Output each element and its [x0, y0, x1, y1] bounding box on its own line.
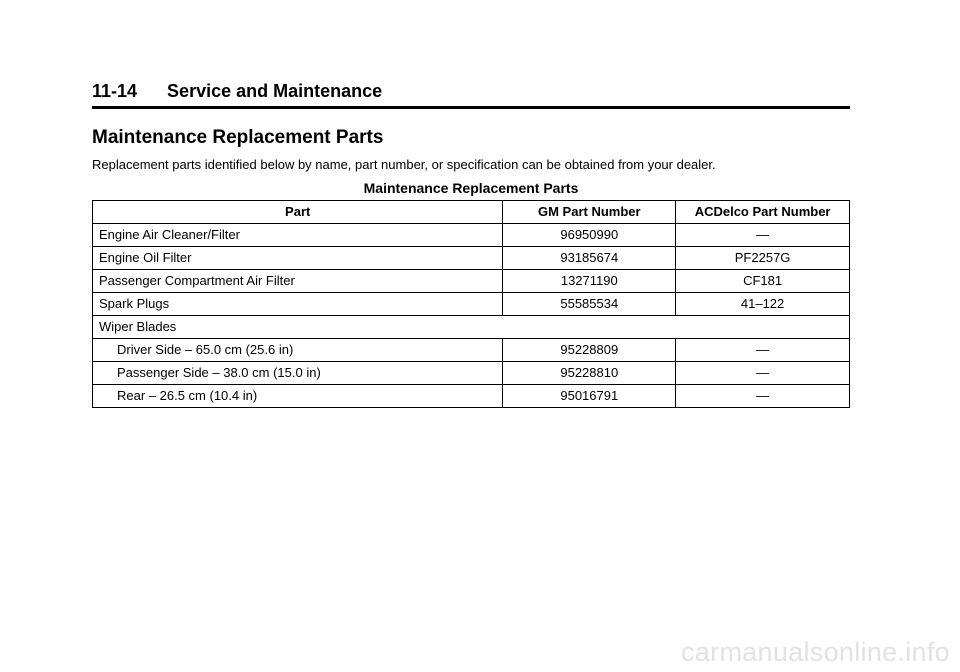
table-row-group-wiper-blades	[93, 316, 850, 339]
parts-table	[92, 200, 850, 408]
part-name: Driver Side – 65.0 cm (25.6 in)	[93, 339, 503, 362]
part-name: Rear – 26.5 cm (10.4 in)	[93, 385, 503, 408]
page-heading: Maintenance Replacement Parts	[92, 127, 384, 148]
table-caption: Maintenance Replacement Parts	[363, 180, 579, 196]
part-name: Passenger Compartment Air Filter	[93, 270, 503, 293]
gm-part-number: 95228810	[503, 362, 676, 385]
part-name: Spark Plugs	[93, 293, 503, 316]
table-row	[93, 224, 850, 247]
acdelco-part-number: —	[676, 385, 850, 408]
intro-paragraph: Replacement parts identified below by name, part number, or specification can be obtained from your dealer.	[92, 157, 716, 172]
column-header-acdelco-part-number: ACDelco Part Number	[676, 201, 850, 224]
acdelco-part-number: —	[676, 224, 850, 247]
acdelco-part-number: CF181	[676, 270, 850, 293]
gm-part-number: 95228809	[503, 339, 676, 362]
gm-part-number: 13271190	[503, 270, 676, 293]
part-group-name: Wiper Blades	[93, 316, 850, 339]
table-header-row	[93, 201, 850, 224]
gm-part-number: 95016791	[503, 385, 676, 408]
table-row	[93, 270, 850, 293]
acdelco-part-number: PF2257G	[676, 247, 850, 270]
table-row	[93, 247, 850, 270]
part-name: Passenger Side – 38.0 cm (15.0 in)	[93, 362, 503, 385]
column-header-part: Part	[93, 201, 503, 224]
watermark: carmanualsonline.info	[681, 637, 950, 667]
table-row	[93, 362, 850, 385]
table-row	[93, 339, 850, 362]
page-header	[92, 80, 850, 109]
gm-part-number: 96950990	[503, 224, 676, 247]
gm-part-number: 55585534	[503, 293, 676, 316]
section-title: Service and Maintenance	[167, 81, 383, 101]
table-row	[93, 293, 850, 316]
table-row	[93, 385, 850, 408]
part-name: Engine Air Cleaner/Filter	[93, 224, 503, 247]
column-header-gm-part-number: GM Part Number	[503, 201, 676, 224]
acdelco-part-number: —	[676, 339, 850, 362]
part-name: Engine Oil Filter	[93, 247, 503, 270]
gm-part-number: 93185674	[503, 247, 676, 270]
page-number: 11-14	[92, 81, 138, 101]
acdelco-part-number: 41–122	[676, 293, 850, 316]
acdelco-part-number: —	[676, 362, 850, 385]
